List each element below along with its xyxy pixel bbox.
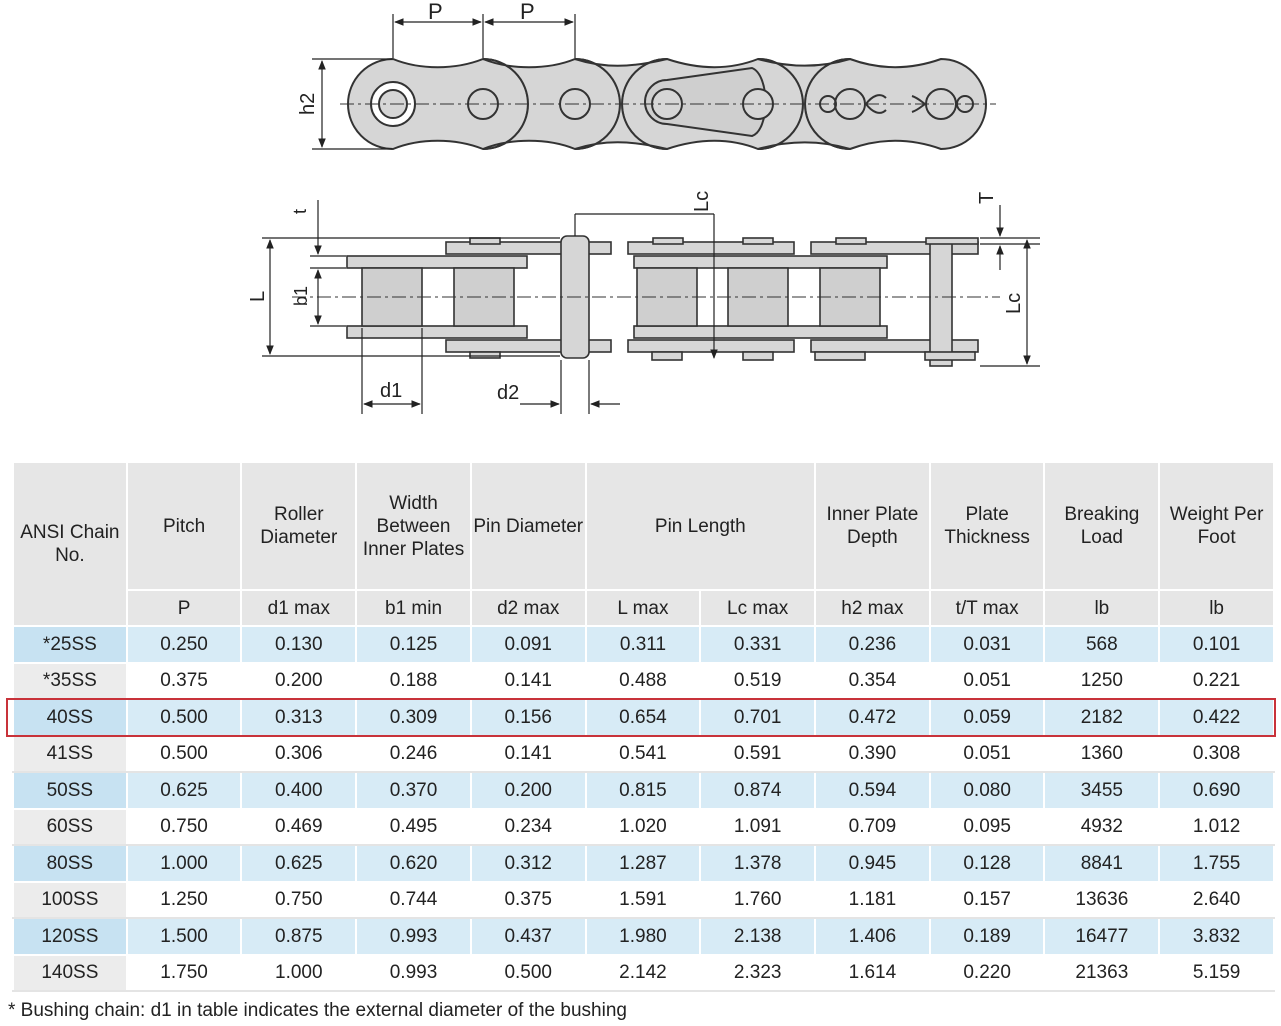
table-cell: 1.500 — [127, 918, 242, 955]
table-row — [13, 955, 1274, 992]
table-row — [13, 918, 1274, 955]
table-cell: 0.141 — [471, 663, 586, 700]
table-cell: 0.591 — [700, 736, 815, 773]
table-cell: 0.312 — [471, 845, 586, 882]
table-cell: 0.541 — [586, 736, 701, 773]
table-cell: 0.091 — [471, 626, 586, 663]
height-label: h2 — [297, 92, 319, 115]
subheader-cell: lb — [1044, 590, 1159, 626]
table-cell: 0.375 — [127, 663, 242, 700]
col-header-roller-diameter: Roller Diameter — [241, 462, 356, 590]
table-cell: 0.080 — [930, 772, 1045, 809]
table-cell: 4932 — [1044, 809, 1159, 846]
table-cell: 0.313 — [241, 699, 356, 736]
table-cell: 1.091 — [700, 809, 815, 846]
table-cell: 0.221 — [1159, 663, 1274, 700]
table-cell: 21363 — [1044, 955, 1159, 992]
table-cell: 0.945 — [815, 845, 930, 882]
table-cell: 1.020 — [586, 809, 701, 846]
table-cell: 0.095 — [930, 809, 1045, 846]
table-cell: 1.181 — [815, 882, 930, 919]
table-cell: 0.400 — [241, 772, 356, 809]
table-cell: 0.157 — [930, 882, 1045, 919]
table-row — [13, 663, 1274, 700]
table-cell: 0.500 — [471, 955, 586, 992]
table-cell: 2.142 — [586, 955, 701, 992]
table-cell: 0.236 — [815, 626, 930, 663]
connecting-pin-length-label-top: Lc — [691, 190, 713, 212]
table-row — [13, 626, 1274, 663]
pitch-label-2: P — [520, 0, 535, 24]
table-cell: 0.306 — [241, 736, 356, 773]
table-cell: 0.500 — [127, 736, 242, 773]
table-cell: 0.875 — [241, 918, 356, 955]
table-cell: 0.051 — [930, 736, 1045, 773]
subheader-cell: L max — [586, 590, 701, 626]
table-cell: 1.250 — [127, 882, 242, 919]
table-cell: 0.437 — [471, 918, 586, 955]
chain-number-cell: 40SS — [13, 699, 127, 736]
table-cell: 568 — [1044, 626, 1159, 663]
chain-number-cell: *35SS — [13, 663, 127, 700]
table-cell: 1.755 — [1159, 845, 1274, 882]
subheader-cell: d2 max — [471, 590, 586, 626]
table-cell: 0.390 — [815, 736, 930, 773]
table-cell: 0.331 — [700, 626, 815, 663]
table-cell: 0.308 — [1159, 736, 1274, 773]
table-cell: 0.220 — [930, 955, 1045, 992]
table-cell: 2182 — [1044, 699, 1159, 736]
table-cell: 1.000 — [241, 955, 356, 992]
subheader-cell: lb — [1159, 590, 1274, 626]
table-cell: 0.311 — [586, 626, 701, 663]
header-row — [13, 462, 1274, 590]
col-header-plate-thickness: Plate Thickness — [930, 462, 1045, 590]
table-cell: 0.690 — [1159, 772, 1274, 809]
table-cell: 1.012 — [1159, 809, 1274, 846]
table-cell: 1.591 — [586, 882, 701, 919]
table-cell: 0.993 — [356, 955, 471, 992]
table-cell: 0.059 — [930, 699, 1045, 736]
table-cell: 2.323 — [700, 955, 815, 992]
col-header-breaking-load: Breaking Load — [1044, 462, 1159, 590]
table-cell: 0.472 — [815, 699, 930, 736]
chain-number-cell: 41SS — [13, 736, 127, 773]
table-cell: 1.614 — [815, 955, 930, 992]
chain-number-cell: *25SS — [13, 626, 127, 663]
table-row — [13, 882, 1274, 919]
subheader-cell: h2 max — [815, 590, 930, 626]
table-cell: 5.159 — [1159, 955, 1274, 992]
table-cell: 0.354 — [815, 663, 930, 700]
pin-length-label: L — [247, 290, 269, 302]
chain-number-cell: 140SS — [13, 955, 127, 992]
table-cell: 1360 — [1044, 736, 1159, 773]
table-cell: 0.370 — [356, 772, 471, 809]
table-row — [13, 736, 1274, 773]
table-cell: 0.500 — [127, 699, 242, 736]
table-cell: 0.156 — [471, 699, 586, 736]
table-body — [13, 626, 1274, 991]
table-cell: 0.246 — [356, 736, 471, 773]
chain-number-cell: 50SS — [13, 772, 127, 809]
table-cell: 0.709 — [815, 809, 930, 846]
table-cell: 0.750 — [127, 809, 242, 846]
footnote: * Bushing chain: d1 in table indicates the external diameter of the bushing — [8, 1000, 627, 1021]
subheader-row — [13, 590, 1274, 626]
table-cell: 3455 — [1044, 772, 1159, 809]
chain-diagram — [0, 0, 1281, 455]
table-cell: 0.031 — [930, 626, 1045, 663]
table-cell: 0.128 — [930, 845, 1045, 882]
chain-spec-table — [12, 461, 1275, 992]
table-cell: 0.495 — [356, 809, 471, 846]
table-cell: 0.594 — [815, 772, 930, 809]
table-cell: 0.250 — [127, 626, 242, 663]
subheader-cell: t/T max — [930, 590, 1045, 626]
col-header-chain-no: ANSI Chain No. — [13, 462, 127, 626]
table-cell: 8841 — [1044, 845, 1159, 882]
col-header-inner-width: Width Between Inner Plates — [356, 462, 471, 590]
table-cell: 0.141 — [471, 736, 586, 773]
table-row — [13, 845, 1274, 882]
table-cell: 0.874 — [700, 772, 815, 809]
table-cell: 13636 — [1044, 882, 1159, 919]
chain-number-cell: 120SS — [13, 918, 127, 955]
subheader-cell: d1 max — [241, 590, 356, 626]
table-cell: 0.620 — [356, 845, 471, 882]
table-cell: 2.640 — [1159, 882, 1274, 919]
table-cell: 0.309 — [356, 699, 471, 736]
table-cell: 0.188 — [356, 663, 471, 700]
table-cell: 1.287 — [586, 845, 701, 882]
inner-width-label: b1 — [291, 285, 311, 306]
pin-diameter-label: d2 — [497, 382, 520, 404]
subheader-cell: b1 min — [356, 590, 471, 626]
table-cell: 0.625 — [241, 845, 356, 882]
plate-thickness-max-label: T — [976, 191, 998, 204]
table-cell: 1.760 — [700, 882, 815, 919]
table-cell: 0.654 — [586, 699, 701, 736]
table-cell: 3.832 — [1159, 918, 1274, 955]
table-cell: 0.422 — [1159, 699, 1274, 736]
table-cell: 0.469 — [241, 809, 356, 846]
plate-thickness-label: t — [290, 208, 310, 214]
col-header-weight: Weight Per Foot — [1159, 462, 1274, 590]
table-cell: 0.130 — [241, 626, 356, 663]
chain-number-cell: 60SS — [13, 809, 127, 846]
table-cell: 0.051 — [930, 663, 1045, 700]
table-row — [13, 699, 1274, 736]
table-cell: 0.750 — [241, 882, 356, 919]
subheader-cell: Lc max — [700, 590, 815, 626]
chain-number-cell: 80SS — [13, 845, 127, 882]
table-cell: 0.375 — [471, 882, 586, 919]
table-row — [13, 809, 1274, 846]
col-header-pin-length: Pin Length — [586, 462, 815, 590]
col-header-pin-diameter: Pin Diameter — [471, 462, 586, 590]
table-cell: 1.406 — [815, 918, 930, 955]
table-cell: 0.993 — [356, 918, 471, 955]
pitch-label-1: P — [428, 0, 443, 24]
table-cell: 0.189 — [930, 918, 1045, 955]
subheader-cell: P — [127, 590, 242, 626]
table-cell: 16477 — [1044, 918, 1159, 955]
table-cell: 0.625 — [127, 772, 242, 809]
chain-top-view — [347, 236, 978, 366]
table-cell: 0.200 — [241, 663, 356, 700]
table-cell: 0.519 — [700, 663, 815, 700]
table-cell: 0.125 — [356, 626, 471, 663]
table-cell: 1.000 — [127, 845, 242, 882]
table-cell: 0.101 — [1159, 626, 1274, 663]
table-cell: 1.378 — [700, 845, 815, 882]
connecting-pin-length-label-right: Lc — [1003, 292, 1025, 314]
pitch-dimensions — [393, 14, 575, 58]
col-header-pitch: Pitch — [127, 462, 242, 590]
table-cell: 0.200 — [471, 772, 586, 809]
table-cell: 2.138 — [700, 918, 815, 955]
table-cell: 0.815 — [586, 772, 701, 809]
col-header-plate-depth: Inner Plate Depth — [815, 462, 930, 590]
table-cell: 0.744 — [356, 882, 471, 919]
table-cell: 0.701 — [700, 699, 815, 736]
chain-number-cell: 100SS — [13, 882, 127, 919]
table-cell: 1.980 — [586, 918, 701, 955]
table-cell: 0.234 — [471, 809, 586, 846]
table-cell: 1.750 — [127, 955, 242, 992]
roller-diameter-label: d1 — [380, 380, 403, 402]
table-cell: 1250 — [1044, 663, 1159, 700]
table-row — [13, 772, 1274, 809]
table-cell: 0.488 — [586, 663, 701, 700]
